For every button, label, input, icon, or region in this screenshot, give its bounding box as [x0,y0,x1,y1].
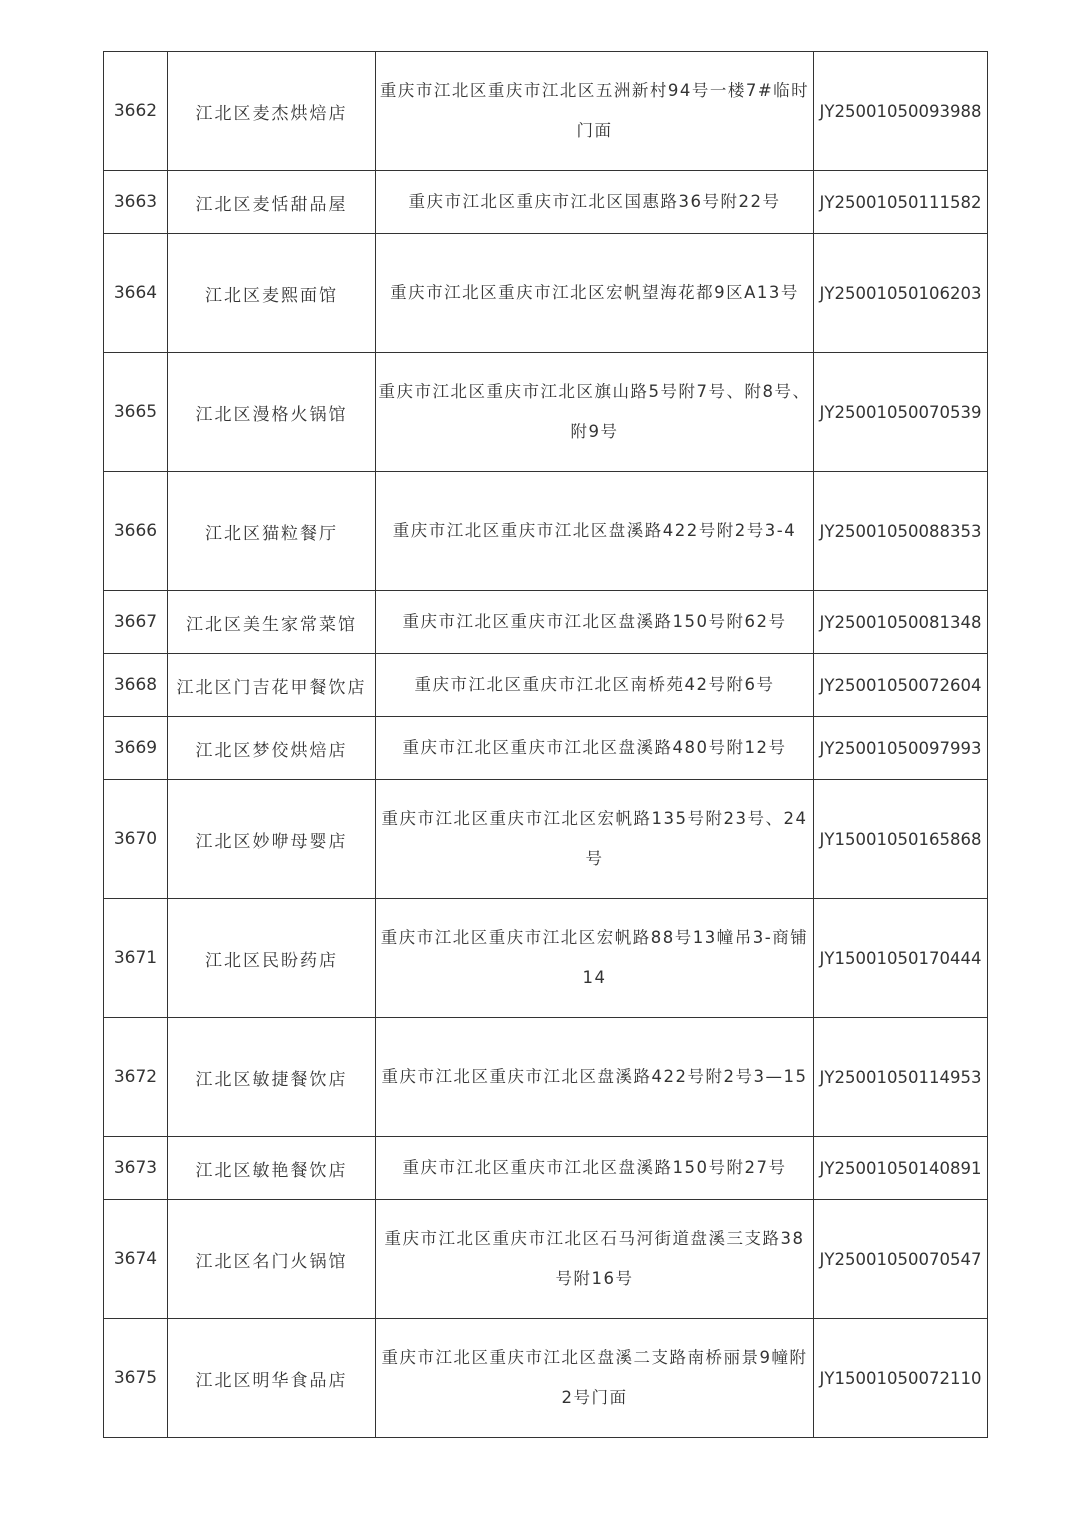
table-row [104,591,988,654]
address-cell: 重庆市江北区重庆市江北区南桥苑42号附6号 [376,654,814,717]
business-name-cell: 江北区妙咿母婴店 [168,780,376,899]
row-number-cell: 3662 [104,52,168,171]
row-number-cell: 3667 [104,591,168,654]
license-number-cell: JY25001050114953 [814,1018,988,1137]
business-name-cell: 江北区猫粒餐厅 [168,472,376,591]
business-name-cell: 江北区名门火锅馆 [168,1200,376,1319]
address-cell: 重庆市江北区重庆市江北区盘溪路150号附62号 [376,591,814,654]
row-number-cell: 3670 [104,780,168,899]
row-number-cell: 3663 [104,171,168,234]
business-name-cell: 江北区民盼药店 [168,899,376,1018]
license-number-cell: JY15001050072110 [814,1319,988,1438]
license-number-cell: JY25001050111582 [814,171,988,234]
table-row [104,1137,988,1200]
table-row [104,717,988,780]
address-cell: 重庆市江北区重庆市江北区盘溪路422号附2号3—15 [376,1018,814,1137]
license-number-cell: JY25001050088353 [814,472,988,591]
row-number-cell: 3673 [104,1137,168,1200]
business-name-cell: 江北区麦熙面馆 [168,234,376,353]
license-number-cell: JY25001050072604 [814,654,988,717]
address-cell: 重庆市江北区重庆市江北区宏帆望海花都9区A13号 [376,234,814,353]
license-number-cell: JY25001050093988 [814,52,988,171]
table-row [104,1018,988,1137]
license-number-cell: JY15001050165868 [814,780,988,899]
address-cell: 重庆市江北区重庆市江北区盘溪路422号附2号3-4 [376,472,814,591]
table-row [104,1200,988,1319]
table-row [104,780,988,899]
table-body [104,52,988,1438]
address-cell: 重庆市江北区重庆市江北区旗山路5号附7号、附8号、附9号 [376,353,814,472]
business-name-cell: 江北区敏艳餐饮店 [168,1137,376,1200]
business-name-cell: 江北区明华食品店 [168,1319,376,1438]
registry-table [103,51,988,1438]
business-name-cell: 江北区麦恬甜品屋 [168,171,376,234]
license-number-cell: JY25001050070539 [814,353,988,472]
table-row [104,171,988,234]
business-name-cell: 江北区门吉花甲餐饮店 [168,654,376,717]
license-number-cell: JY15001050170444 [814,899,988,1018]
row-number-cell: 3669 [104,717,168,780]
address-cell: 重庆市江北区重庆市江北区国惠路36号附22号 [376,171,814,234]
business-name-cell: 江北区漫格火锅馆 [168,353,376,472]
address-cell: 重庆市江北区重庆市江北区石马河街道盘溪三支路38号附16号 [376,1200,814,1319]
row-number-cell: 3674 [104,1200,168,1319]
table-row [104,899,988,1018]
row-number-cell: 3664 [104,234,168,353]
business-name-cell: 江北区麦杰烘焙店 [168,52,376,171]
address-cell: 重庆市江北区重庆市江北区盘溪路150号附27号 [376,1137,814,1200]
table-row [104,472,988,591]
table-row [104,234,988,353]
license-number-cell: JY25001050081348 [814,591,988,654]
address-cell: 重庆市江北区重庆市江北区宏帆路88号13幢吊3-商铺14 [376,899,814,1018]
row-number-cell: 3675 [104,1319,168,1438]
row-number-cell: 3668 [104,654,168,717]
license-number-cell: JY25001050070547 [814,1200,988,1319]
row-number-cell: 3671 [104,899,168,1018]
row-number-cell: 3666 [104,472,168,591]
business-name-cell: 江北区梦佼烘焙店 [168,717,376,780]
address-cell: 重庆市江北区重庆市江北区五洲新村94号一楼7#临时门面 [376,52,814,171]
row-number-cell: 3665 [104,353,168,472]
table-row [104,1319,988,1438]
table-row [104,353,988,472]
address-cell: 重庆市江北区重庆市江北区盘溪路480号附12号 [376,717,814,780]
business-name-cell: 江北区敏捷餐饮店 [168,1018,376,1137]
license-number-cell: JY25001050097993 [814,717,988,780]
business-name-cell: 江北区美生家常菜馆 [168,591,376,654]
table-row [104,654,988,717]
table-row [104,52,988,171]
row-number-cell: 3672 [104,1018,168,1137]
license-number-cell: JY25001050106203 [814,234,988,353]
license-number-cell: JY25001050140891 [814,1137,988,1200]
address-cell: 重庆市江北区重庆市江北区宏帆路135号附23号、24号 [376,780,814,899]
address-cell: 重庆市江北区重庆市江北区盘溪二支路南桥丽景9幢附2号门面 [376,1319,814,1438]
